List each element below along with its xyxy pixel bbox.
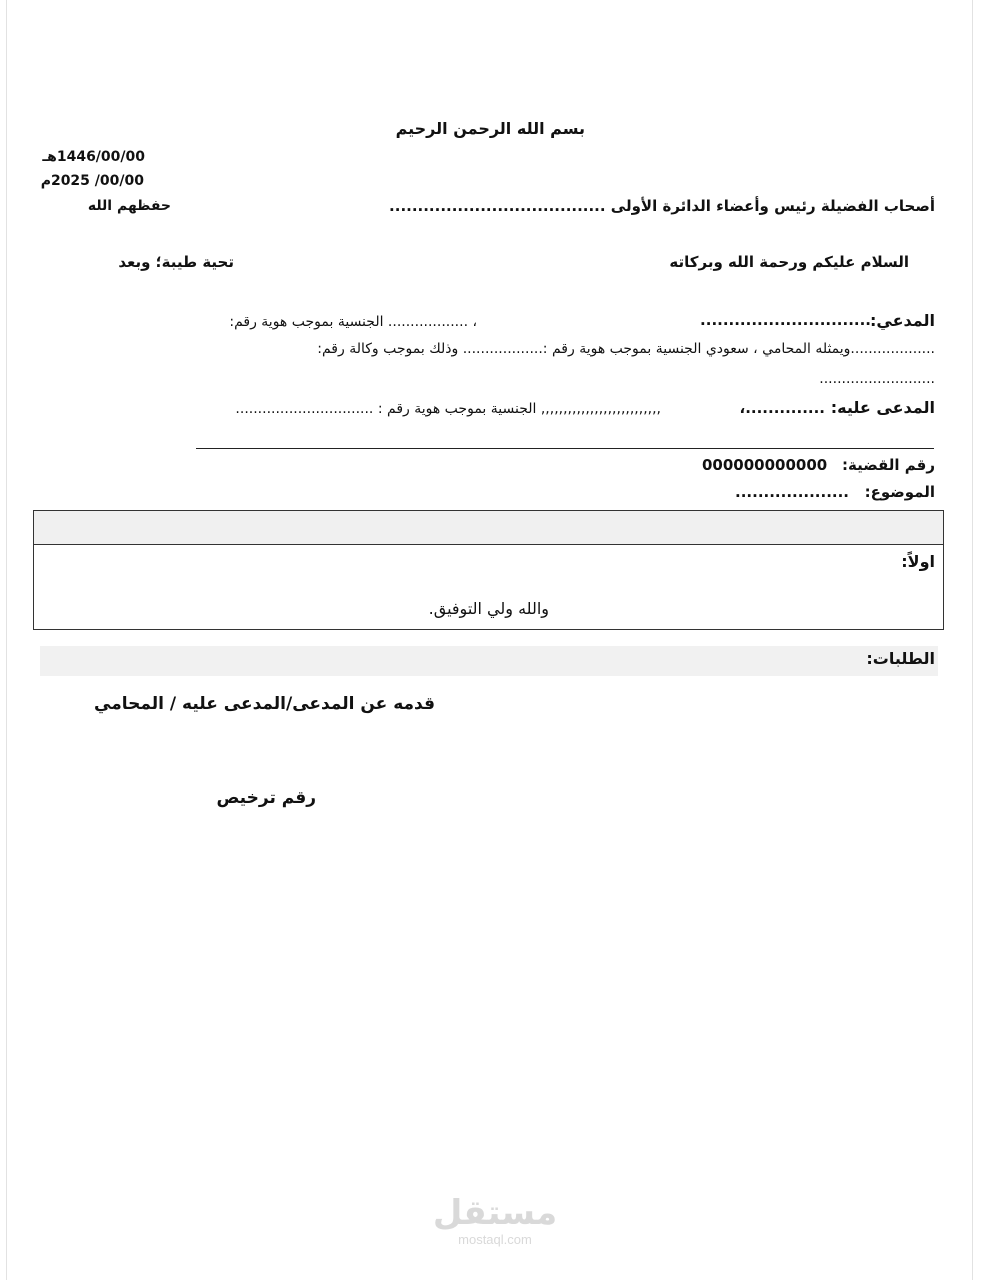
plaintiff-representation: ...................ويمثله المحامي ، سعودي الجنسية بموجب هوية رقم :.................. وذلك بموجب وكالة رقم:	[317, 341, 935, 357]
subject-box	[33, 510, 944, 630]
plaintiff-name-dots: ..............................	[700, 311, 871, 329]
defendant-details: ,,,,,,,,,,,,,,,,,,,,,,,,,,, الجنسية بموجب هوية رقم : ...............................	[235, 401, 661, 417]
page-edge-left	[6, 0, 7, 1280]
license-number-label: رقم ترخيص	[216, 788, 316, 808]
case-number-value: 000000000000	[702, 456, 828, 474]
date-gregorian: 00/00/ 2025م	[40, 173, 144, 189]
defendant-label: المدعى عليه:	[830, 398, 935, 417]
first-point-label: اولاً:	[901, 552, 935, 571]
date-hijri: 1446/00/00هـ	[42, 149, 145, 165]
greeting: السلام عليكم ورحمة الله وبركاته	[669, 253, 909, 271]
mostaql-watermark	[415, 1193, 575, 1247]
honorific: حفظهم الله	[87, 198, 171, 214]
greeting-followup: تحية طيبة؛ وبعد	[118, 253, 234, 271]
watermark-logo: مستقل	[432, 1193, 558, 1233]
subject-value: ....................	[735, 483, 849, 501]
basmala: بسم الله الرحمن الرحيم	[395, 119, 585, 138]
case-number-label: رقم القضية:	[841, 456, 935, 474]
plaintiff-label: المدعي:	[870, 311, 935, 330]
page-edge-right	[972, 0, 973, 1280]
watermark-url: mostaql.com	[458, 1232, 532, 1247]
defendant-name-dots: ..............،	[739, 399, 825, 417]
requests-label: الطلبات:	[866, 649, 935, 668]
plaintiff-nationality: ، .................. الجنسية بموجب هوية رقم:	[229, 314, 477, 330]
subject-label: الموضوع:	[864, 483, 935, 501]
requests-bar	[40, 646, 938, 676]
plaintiff-continuation: ..........................	[819, 371, 935, 387]
addressee-line: أصحاب الفضيلة رئيس وأعضاء الدائرة الأولى ......................................	[389, 197, 935, 215]
separator-line	[196, 448, 934, 449]
submitted-by: قدمه عن المدعى/المدعى عليه / المحامي	[94, 694, 435, 714]
subject-box-header	[34, 511, 943, 545]
closing-text: والله ولي التوفيق.	[428, 599, 549, 618]
